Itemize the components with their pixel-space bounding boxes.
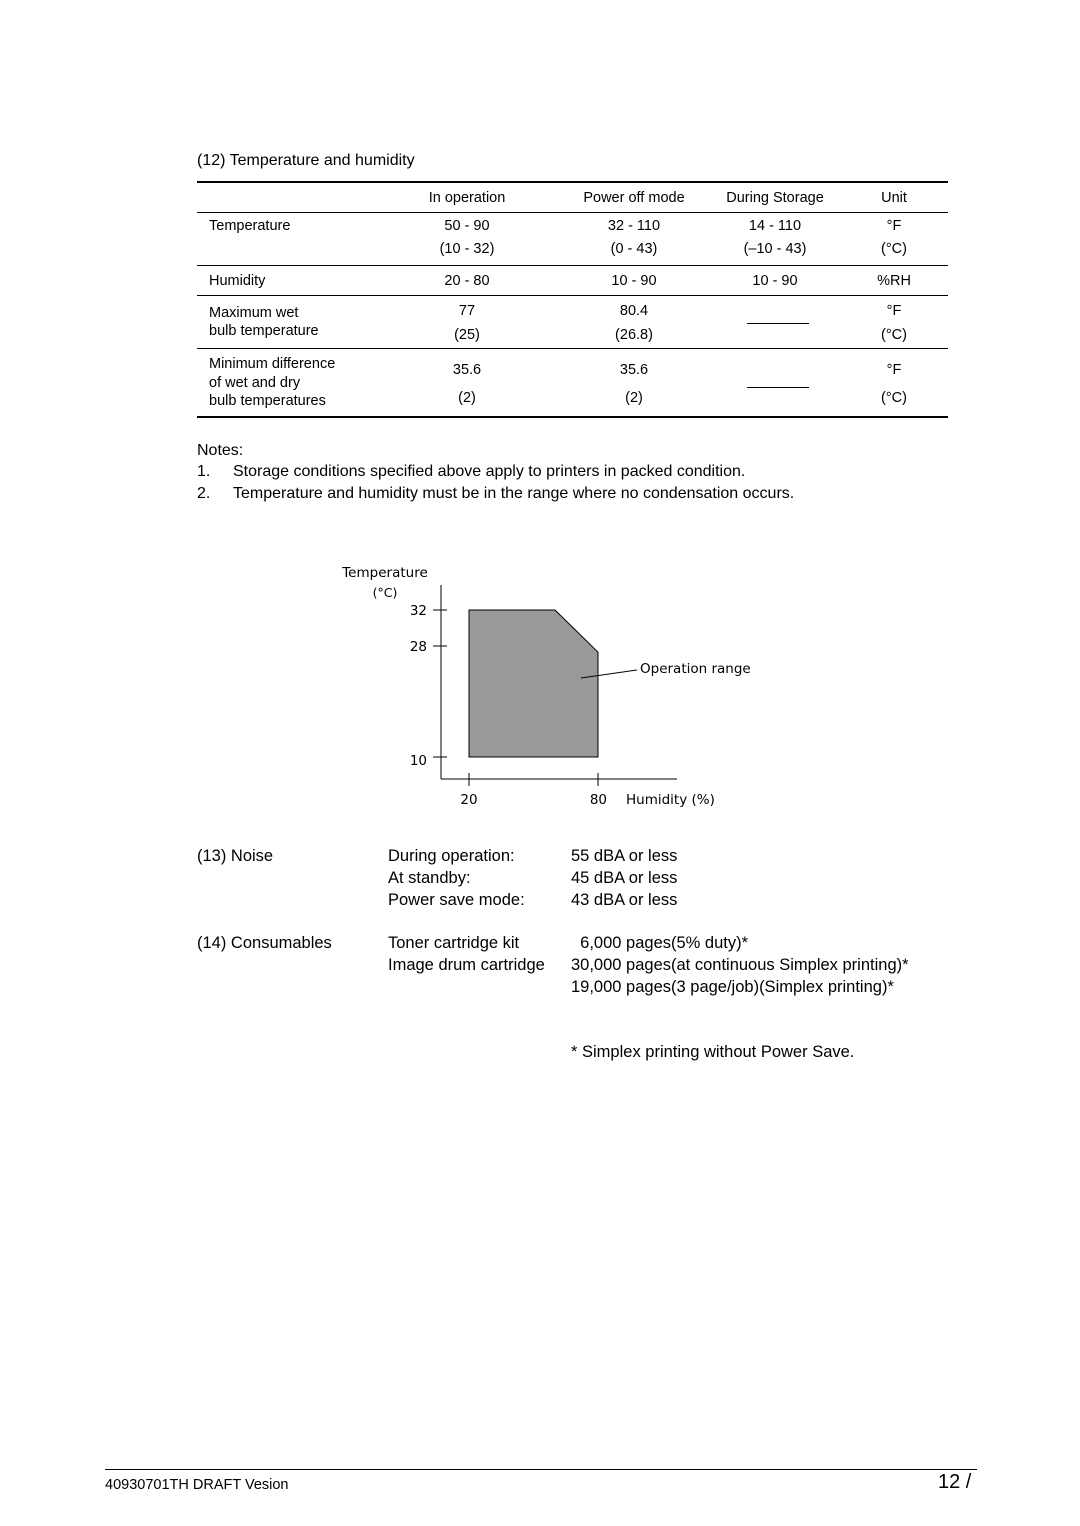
spec-value: 30,000 pages(at continuous Simplex printing)* <box>571 956 909 974</box>
footnote: * Simplex printing without Power Save. <box>571 1043 855 1061</box>
row-label: Maximum wet <box>209 305 299 321</box>
page-number: 12 / <box>938 1471 972 1493</box>
col-header-power-off: Power off mode <box>583 190 685 206</box>
spec-value: 55 dBA or less <box>571 847 678 865</box>
cell-value: 50 - 90 <box>444 218 490 234</box>
spec-value: 19,000 pages(3 page/job)(Simplex printing)* <box>571 978 894 996</box>
x-tick-label: 20 <box>460 792 478 808</box>
footer-rule <box>105 1469 977 1470</box>
cell-value: (26.8) <box>615 327 653 343</box>
cell-value: (–10 - 43) <box>743 241 807 257</box>
cell-value: 10 - 90 <box>611 273 657 289</box>
spec-label: Toner cartridge kit <box>388 934 520 952</box>
cell-unit: °F <box>886 362 902 378</box>
cell-unit: %RH <box>877 273 911 289</box>
col-header-storage: During Storage <box>726 190 824 206</box>
spec-value: 45 dBA or less <box>571 869 678 887</box>
cell-value: 80.4 <box>619 303 649 319</box>
operation-range-region <box>469 610 598 757</box>
row-label: Minimum difference <box>209 356 336 372</box>
cell-value: (10 - 32) <box>439 241 495 257</box>
spec-label: Power save mode: <box>388 891 525 909</box>
row-label: of wet and dry <box>209 375 301 391</box>
section-13-title: (13) Noise <box>197 847 274 865</box>
footer-doc-id: 40930701TH DRAFT Vesion <box>105 1477 289 1493</box>
x-ticks <box>460 773 607 808</box>
cell-unit: °F <box>886 218 902 234</box>
cell-value: 77 <box>458 303 476 319</box>
section-12-title: (12) Temperature and humidity <box>197 152 415 169</box>
note-text: Storage conditions specified above apply to printers in packed condition. <box>233 463 746 480</box>
spec-value: 6,000 pages(5% duty)* <box>571 934 749 952</box>
cell-value: 35.6 <box>452 362 482 378</box>
row-label: Temperature <box>209 218 291 234</box>
cell-unit: (°C) <box>881 241 907 257</box>
notes-heading: Notes: <box>197 442 244 459</box>
spec-label: At standby: <box>388 869 471 887</box>
cell-value: (25) <box>454 327 480 343</box>
col-header-operation: In operation <box>428 190 506 206</box>
spec-label: During operation: <box>388 847 515 865</box>
cell-value: (0 - 43) <box>610 241 658 257</box>
spec-value: 43 dBA or less <box>571 891 678 909</box>
cell-value: 32 - 110 <box>607 218 661 234</box>
cell-value: 35.6 <box>619 362 649 378</box>
note-number: 2. <box>197 485 211 502</box>
row-label: bulb temperatures <box>209 393 326 409</box>
y-tick-label: 10 <box>409 753 427 769</box>
y-axis-label: Temperature <box>342 565 428 581</box>
row-label: Humidity <box>209 273 266 289</box>
y-tick-label: 28 <box>409 639 427 655</box>
spec-label: Image drum cartridge <box>388 956 545 974</box>
annotation-label: Operation range <box>640 661 751 677</box>
cell-value: (2) <box>458 390 476 406</box>
y-tick-label: 32 <box>409 603 427 619</box>
section-14-title: (14) Consumables <box>197 934 332 952</box>
cell-unit: °F <box>886 303 902 319</box>
y-axis-unit: (°C) <box>372 585 398 600</box>
x-tick-label: 80 <box>589 792 607 808</box>
x-axis-label: Humidity (%) <box>626 792 715 808</box>
cell-unit: (°C) <box>881 327 907 343</box>
col-header-unit: Unit <box>881 190 907 206</box>
cell-value: (2) <box>625 390 643 406</box>
cell-value: 10 - 90 <box>752 273 798 289</box>
note-text: Temperature and humidity must be in the range where no condensation occurs. <box>233 485 795 502</box>
cell-value: 14 - 110 <box>748 218 802 234</box>
note-number: 1. <box>197 463 211 480</box>
cell-value: 20 - 80 <box>444 273 490 289</box>
row-label: bulb temperature <box>209 323 319 339</box>
cell-unit: (°C) <box>881 390 907 406</box>
